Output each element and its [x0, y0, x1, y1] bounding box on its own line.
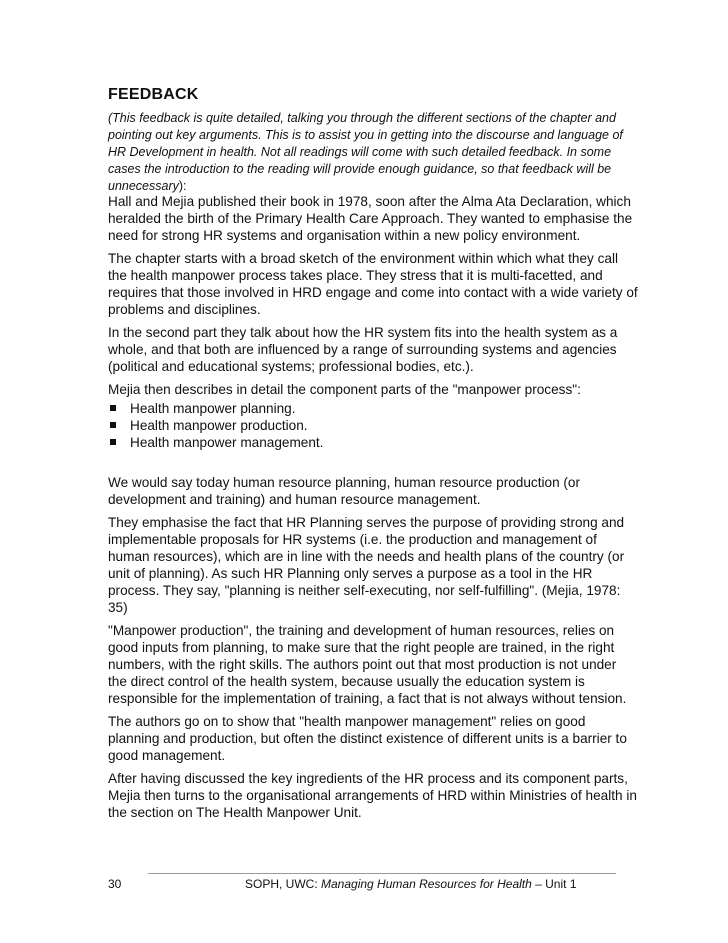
footer-prefix: SOPH, UWC:: [245, 877, 322, 891]
list-item-text: Health manpower management.: [130, 435, 324, 450]
paragraph: We would say today human resource planning, human resource production (or development and training) and human resource management.: [108, 475, 581, 507]
footer-divider: [148, 873, 616, 874]
paragraph: "Manpower production", the training and development of human resources, relies on good inputs from planning, to make sure that the right people are trained, in the right numbers, with the right skills. The authors point out that most production is not under the direct control of the health system, because usually the education system is responsible for the implementation of training, a fact that is not always without tension.: [108, 623, 627, 706]
square-bullet-icon: [110, 422, 116, 428]
square-bullet-icon: [110, 405, 116, 411]
paragraph: Mejia then describes in detail the component parts of the "manpower process":: [108, 382, 581, 397]
body-text: [108, 193, 638, 827]
process-bullet-list: [108, 400, 638, 451]
paragraph: After having discussed the key ingredients of the HR process and its component parts, Mejia then turns to the organisational arrangements of HRD within Ministries of health in the section on The Health Manpower Unit.: [108, 771, 637, 820]
paragraph: In the second part they talk about how the HR system fits into the health system as a whole, and that both are influenced by a range of surrounding systems and agencies (political and educational systems; professional bodies, etc.).: [108, 325, 618, 374]
list-item-text: Health manpower planning.: [130, 401, 296, 416]
paragraph: The chapter starts with a broad sketch of the environment within which what they call the health manpower process takes place. They stress that it is multi-facetted, and requires that those involved in HRD engage and come into contact with a wide variety of problems and disciplines.: [108, 251, 638, 317]
feedback-intro: [108, 110, 636, 195]
footer-title: [245, 877, 577, 891]
intro-tail: ):: [178, 179, 187, 193]
intro-italic-text: (This feedback is quite detailed, talking you through the different sections of the chapter and pointing out key arguments. This is to assist you in getting into the discourse and language of HR Development in health. Not all readings will come with such detailed feedback. In some cases the introduction to the reading will provide enough guidance, so that feedback will be unnecessary: [108, 111, 623, 193]
paragraph: Hall and Mejia published their book in 1978, soon after the Alma Ata Declaration, which heralded the birth of the Primary Health Care Approach. They wanted to emphasise the need for strong HR systems and organisation within a new policy environment.: [108, 194, 633, 243]
list-item-text: Health manpower production.: [130, 418, 308, 433]
list-item: [108, 417, 638, 434]
list-item: [108, 400, 638, 417]
footer-suffix: – Unit 1: [531, 877, 577, 891]
paragraph: They emphasise the fact that HR Planning serves the purpose of providing strong and implementable proposals for HR systems (i.e. the production and management of human resources), which are in line with the needs and health plans of the country (or unit of planning). As such HR Planning only serves a purpose as a tool in the HR process. They say, "planning is neither self-executing, nor self-fulfilling". (Mejia, 1978: 35): [108, 515, 625, 615]
page-number: 30: [108, 877, 122, 891]
paragraph: The authors go on to show that "health manpower management" relies on good planning and production, but often the distinct existence of different units is a barrier to good management.: [108, 714, 627, 763]
list-item: [108, 434, 638, 451]
section-heading: FEEDBACK: [108, 86, 199, 103]
square-bullet-icon: [110, 439, 116, 445]
footer-course-title: Managing Human Resources for Health: [321, 877, 532, 891]
